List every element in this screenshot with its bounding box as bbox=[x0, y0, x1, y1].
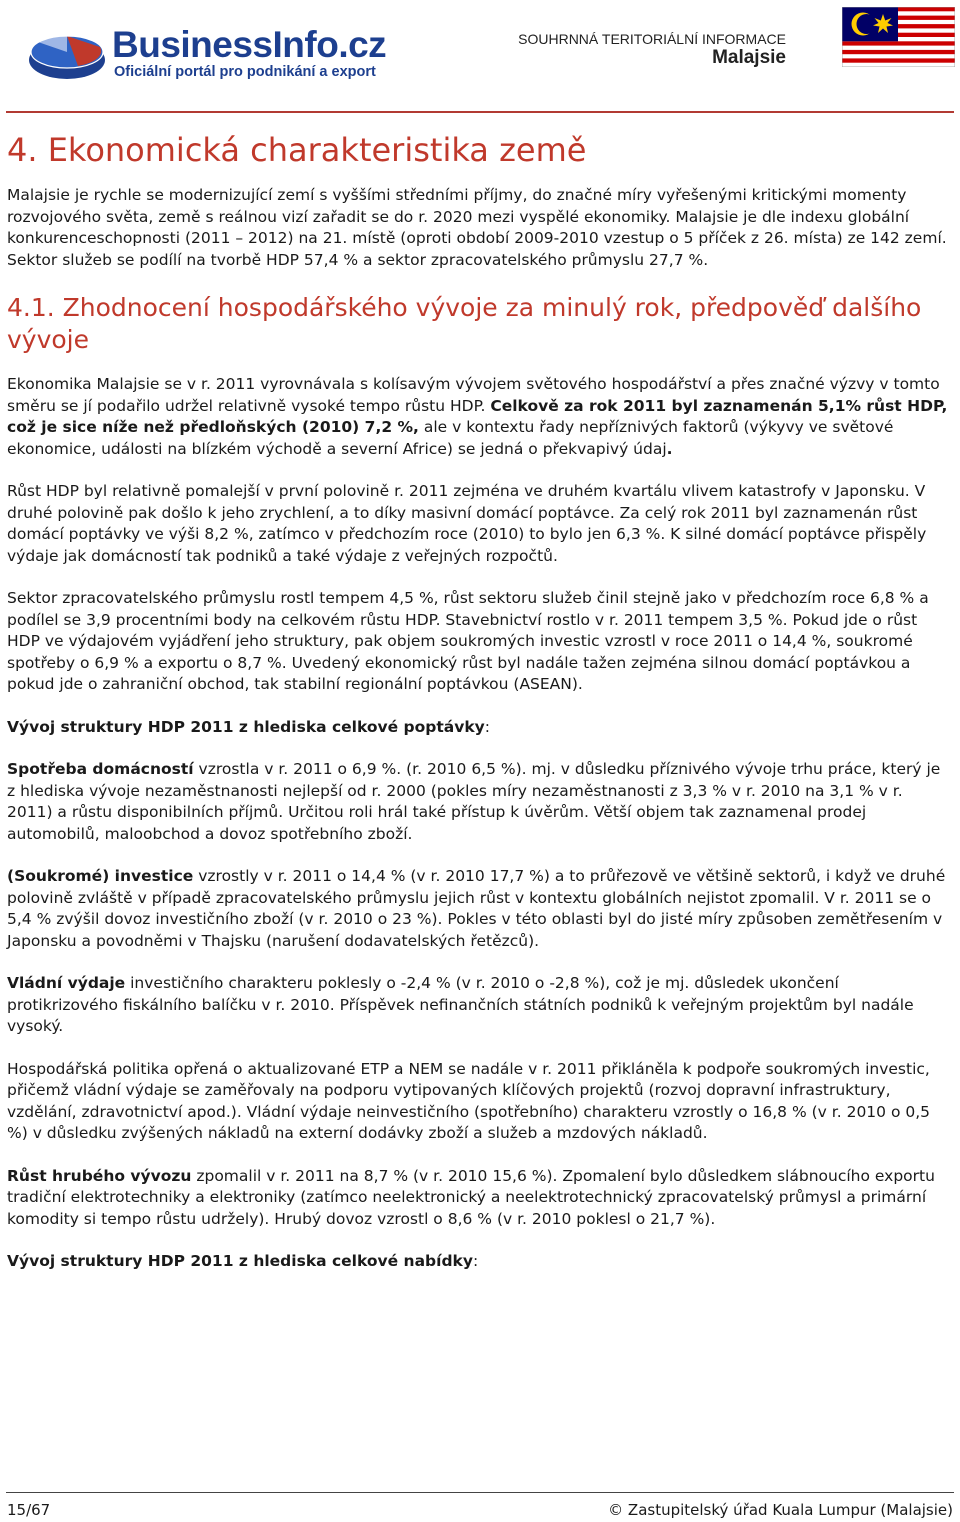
malaysia-flag-icon bbox=[842, 7, 955, 67]
paragraph-private-investment: (Soukromé) investice vzrostly v r. 2011 o 14,4 % (v r. 2010 17,7 %) a to průřezově ve většině sektorů, i když ve druhé polovině zvláště v případě zpracovatelského průmyslu jejich růst v kontextu globálních nejistot zpomalil. V r. 2011 se o 5,4 % zvýšil dovoz investičního zboží (v r. 2010 o 23 %). Pokles v této oblasti byl do jisté míry způsoben zemětřesením v Japonsku a povodněmi v Thajsku (narušení dodavatelských řetězců). bbox=[7, 867, 946, 950]
section-title: 4. Ekonomická charakteristika země bbox=[7, 131, 587, 169]
paragraph-demand-heading: Vývoj struktury HDP 2011 z hlediska celkové poptávky: bbox=[7, 717, 491, 736]
paragraph-exports: Růst hrubého vývozu zpomalil v r. 2011 na 8,7 % (v r. 2010 15,6 %). Zpomalení bylo důsledkem slábnoucího exportu tradiční elektrotechniky a elektroniky (zatímco neelektronický a neelektrotechnický zpracovatelský průmysl a primární komodity si tempo růstu udržely). Hrubý dovoz vzrostl o 8,6 % (v r. 2010 poklesl o 21,7 %). bbox=[7, 1166, 935, 1228]
logo-tagline: Oficiální portál pro podnikání a export bbox=[114, 64, 376, 80]
businessinfo-logo[interactable] bbox=[28, 24, 388, 84]
footer-copyright: © Zastupitelský úřad Kuala Lumpur (Malajsie) bbox=[608, 1501, 953, 1519]
main-content bbox=[7, 130, 953, 1294]
page-number: 15/67 bbox=[7, 1501, 51, 1519]
header-divider bbox=[6, 111, 954, 113]
paragraph-sectors: Sektor zpracovatelského průmyslu rostl tempem 4,5 %, růst sektoru služeb činil stejně jako v předchozím roce 6,8 % a podílel se 3,9 procentními body na celkovém růstu HDP. Stavebnictví rostlo v r. 2011 tempem 3,5 %. Pokud jde o růst HDP ve výdajovém vyjádření jeho struktury, pak objem soukromých investic vzrostl v roce 2011 o 14,4 %, soukromé spotřeby o 6,9 % a exportu o 8,7 %. Uvedený ekonomický růst byl nadále tažen zejména silnou domácí poptávkou a pokud jde o zahraniční obchod, tak stabilní regionální poptávkou (ASEAN). bbox=[7, 589, 929, 693]
paragraph-government-spending: Vládní výdaje investičního charakteru poklesly o -2,4 % (v r. 2010 o -2,8 %), což je mj. důsledek ukončení protikrizového fiskálního balíčku v r. 2010. Příspěvek nefinančních státních podniků k veřejným projektům byl nadále vysoký. bbox=[7, 974, 914, 1035]
footer-divider bbox=[6, 1492, 954, 1493]
logo-disc-icon bbox=[28, 30, 106, 80]
paragraph-gdp-growth: Růst HDP byl relativně pomalejší v první polovině r. 2011 zejména ve druhém kvartálu vlivem katastrofy v Japonsku. V druhé polovině pak došlo k jeho zrychlení, a to díky masivní domácí poptávce. Za celý rok 2011 byl zaznamenán růst domácí poptávky ve výši 8,2 %, zatímco v předchozím roce (2010) to bylo jen 6,3 %. K silné domácí poptávce přispěly výdaje jak domácností tak podniků a také výdaje z veřejných rozpočtů. bbox=[7, 482, 927, 565]
section-intro: Malajsie je rychle se modernizující zemí s vyššími středními příjmy, do značné míry vyřešenými kritickými momenty rozvojového světa, země s reálnou vizí zařadit se do r. 2020 mezi vyspělé ekonomiky. Malajsie je dle indexu globální konkurenceschopnosti (2011 – 2012) na 21. místě (oproti období 2009-2010 vzestup o 5 příček z 26. místa) ze 142 zemí. Sektor služeb se podílí na tvorbě HDP 57,4 % a sektor zpracovatelského průmyslu 27,7 %. bbox=[7, 186, 947, 269]
logo-name: BusinessInfo.cz bbox=[112, 24, 387, 65]
page-header bbox=[0, 0, 960, 110]
paragraph-supply-heading: Vývoj struktury HDP 2011 z hlediska celkové nabídky: bbox=[7, 1252, 479, 1270]
header-kicker: SOUHRNNÁ TERITORIÁLNÍ INFORMACE bbox=[518, 31, 786, 47]
paragraph-household-consumption: Spotřeba domácností vzrostla v r. 2011 o 6,9 %. (r. 2010 6,5 %). mj. v důsledku příznivého vývoje trhu práce, který je z hlediska vývoje nezaměstnanosti nejlepší od r. 2000 (pokles míry nezaměstnanosti z 3,3 % v r. 2010 na 3,1 % v r. 2011) a růstu disponibilních příjmů. Určitou roli hrál také přístup k úvěrům. Větší objem tak zaznamenal prodej automobilů, maloobchod a dovoz spotřebního zboží. bbox=[7, 760, 941, 843]
paragraph-economy-2011: Ekonomika Malajsie se v r. 2011 vyrovnávala s kolísavým vývojem světového hospodářství a přes značné výzvy v tomto směru se jí podařilo udržel relativně vysoké tempo růstu HDP. Celkově za rok 2011 byl zaznamenán 5,1% růst HDP, což je sice níže než předloňských (2010) 7,2 %, ale v kontextu řady nepříznivých faktorů (výkyvy ve světové ekonomice, události na blízkém východě a severní Africe) se jedná o překvapivý údaj. bbox=[7, 375, 948, 458]
subsection-title: 4.1. Zhodnocení hospodářského vývoje za minulý rok, předpověď dalšího vývoje bbox=[7, 293, 922, 354]
paragraph-economic-policy: Hospodářská politika opřená o aktualizované ETP a NEM se nadále v r. 2011 přikláněla k podpoře soukromých investic, přičemž vládní výdaje se zaměřovaly na podporu vytipovaných klíčových projektů (rozvoj dopravní infrastruktury, vzdělání, zdravotnictví apod.). Vládní výdaje neinvestičního (spotřebního) charakteru vzrostly o 16,8 % (v r. 2010 o 0,5 %) v důsledku zvýšených nákladů na externí dodávky zboží a služeb a mzdových nákladů. bbox=[7, 1059, 931, 1142]
header-country: Malajsie bbox=[712, 47, 786, 68]
